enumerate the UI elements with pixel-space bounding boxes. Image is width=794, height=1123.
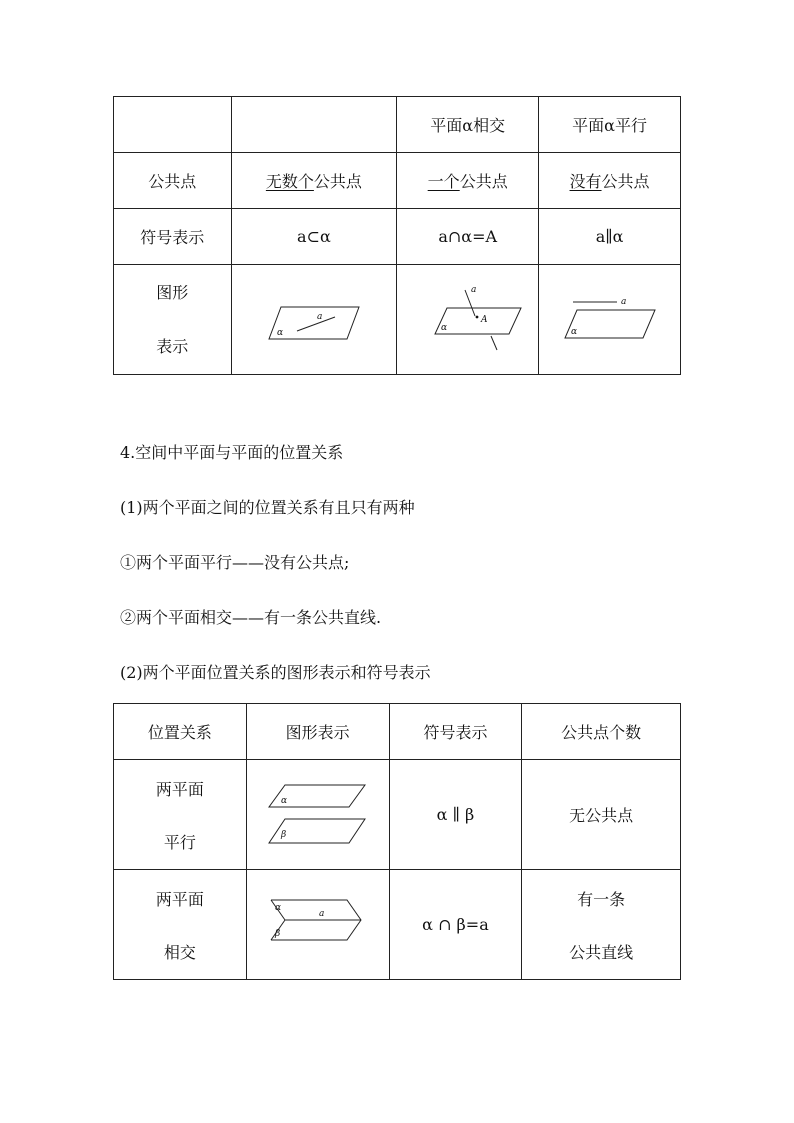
row-label	[114, 870, 247, 980]
cell: a∩α=A	[397, 209, 539, 265]
cell-text: 公共点	[459, 172, 508, 191]
paragraph: ①两个平面平行——没有公共点;	[120, 553, 350, 572]
count-cell	[522, 870, 681, 980]
line-intersect-plane-figure	[413, 280, 523, 360]
alpha-label: α	[274, 902, 281, 913]
table2-header-cell: 符号表示	[389, 704, 522, 760]
intersecting-planes-figure	[263, 892, 373, 958]
symbol-cell: α ∥ β	[389, 760, 522, 870]
table1-row-symbol	[114, 209, 681, 265]
paragraph: (2)两个平面位置关系的图形表示和符号表示	[120, 663, 431, 682]
beta-label: β	[274, 928, 280, 939]
table2-header-cell: 位置关系	[114, 704, 247, 760]
cell	[231, 153, 397, 209]
paragraph: ②两个平面相交——有一条公共直线.	[120, 608, 382, 627]
line-a-label: a	[470, 284, 477, 295]
alpha-label: α	[570, 326, 577, 337]
cell	[539, 153, 681, 209]
count-cell: 无公共点	[522, 760, 681, 870]
row-label: 公共点	[114, 153, 232, 209]
cell	[397, 153, 539, 209]
line-a-label: a	[620, 296, 626, 307]
beta-label: β	[280, 829, 286, 840]
alpha-label: α	[280, 795, 287, 806]
table2-header-row	[114, 704, 681, 760]
table1-header-cell	[114, 97, 232, 153]
figure-line-in-plane	[231, 265, 397, 375]
line-a-label: a	[316, 311, 323, 322]
table1-header-row	[114, 97, 681, 153]
row-label	[114, 760, 247, 870]
count-line: 有一条	[577, 889, 626, 909]
count-line: 公共直线	[569, 942, 634, 962]
table2-row-parallel	[114, 760, 681, 870]
symbol-cell: α ∩ β=a	[389, 870, 522, 980]
underlined-text: 没有	[569, 172, 602, 191]
plane-plane-relation-table	[113, 703, 681, 980]
line-plane-relation-table	[113, 96, 681, 375]
table2-header-cell: 公共点个数	[522, 704, 681, 760]
figure-line-intersect-plane	[397, 265, 539, 375]
cell-text: 公共点	[313, 172, 362, 191]
table2-row-intersect	[114, 870, 681, 980]
cell: a⊂α	[231, 209, 397, 265]
alpha-label: α	[440, 322, 447, 333]
line-parallel-plane-figure	[555, 290, 665, 350]
parallel-planes-figure	[263, 779, 373, 851]
row-label-line: 平行	[163, 832, 196, 852]
table1-header-cell: 平面α平行	[539, 97, 681, 153]
row-label: 符号表示	[114, 209, 232, 265]
section-heading: 4.空间中平面与平面的位置关系	[120, 443, 344, 462]
figure-parallel-planes	[246, 760, 389, 870]
paragraph: (1)两个平面之间的位置关系有且只有两种	[120, 498, 415, 517]
row-label	[114, 265, 232, 375]
figure-intersecting-planes	[246, 870, 389, 980]
point-a-label: A	[480, 314, 488, 325]
underlined-text: 无数个	[265, 172, 314, 191]
underlined-text: 一个	[427, 172, 460, 191]
figure-line-parallel-plane	[539, 265, 681, 375]
row-label-line: 图形	[156, 282, 189, 302]
table1-row-common-points	[114, 153, 681, 209]
cell: a∥α	[539, 209, 681, 265]
table1-header-cell	[231, 97, 397, 153]
line-in-plane-figure	[259, 295, 369, 345]
table2-header-cell: 图形表示	[246, 704, 389, 760]
row-label-line: 相交	[163, 942, 196, 962]
table1-row-figure	[114, 265, 681, 375]
table1-header-cell: 平面α相交	[397, 97, 539, 153]
cell-text: 公共点	[601, 172, 650, 191]
row-label-line: 表示	[156, 336, 189, 356]
row-label-line: 两平面	[155, 889, 204, 909]
row-label-line: 两平面	[155, 779, 204, 799]
line-a-label: a	[318, 908, 325, 919]
alpha-label: α	[276, 327, 283, 338]
